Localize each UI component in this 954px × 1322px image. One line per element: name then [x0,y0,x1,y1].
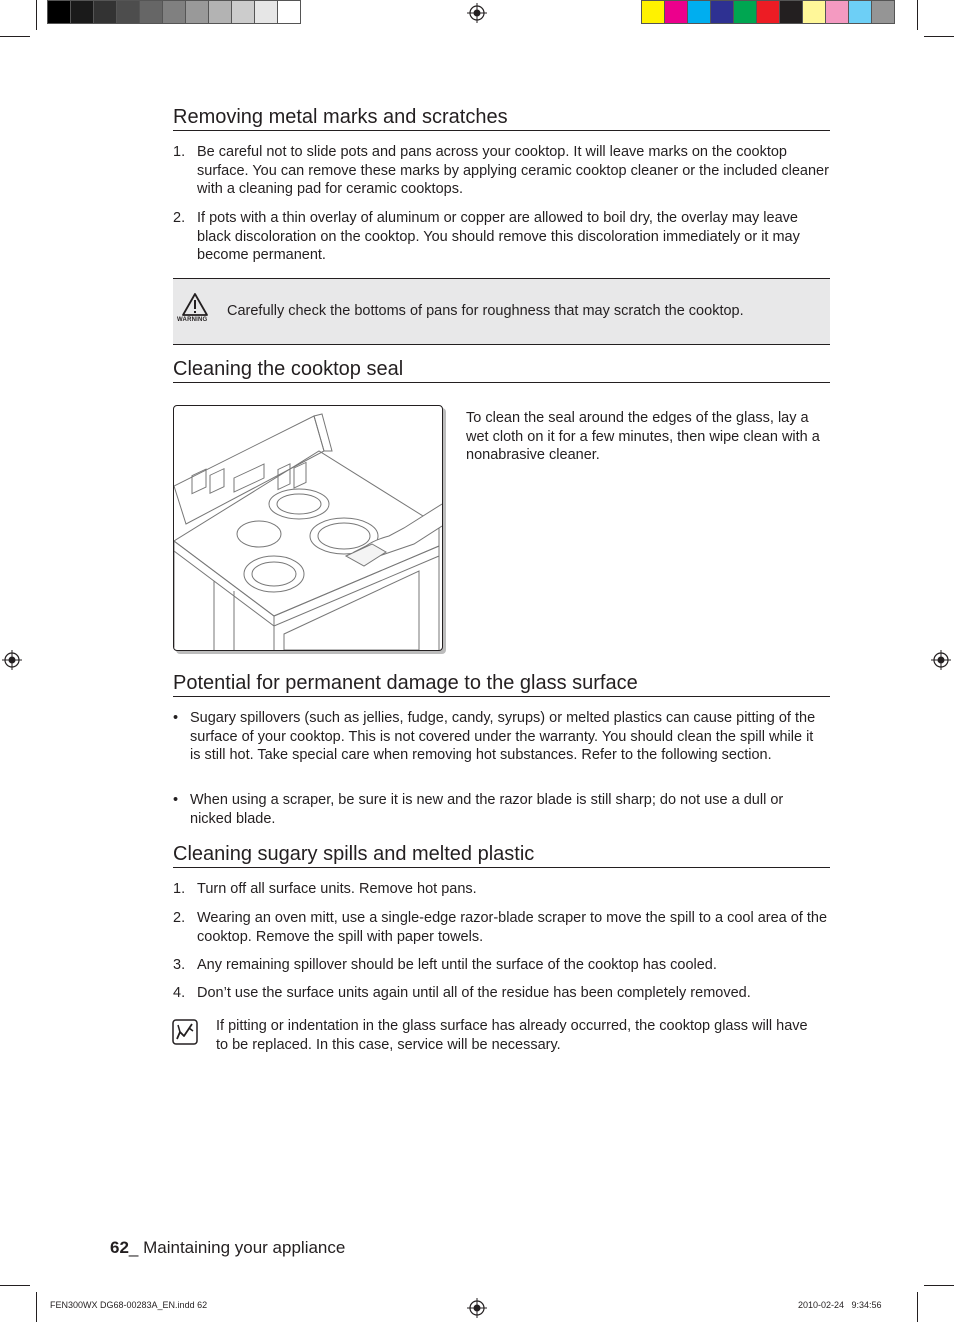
color-swatch [733,0,757,24]
list-item: 1. Turn off all surface units. Remove hot pans. [173,881,477,897]
color-swatch [47,0,71,24]
warning-text: Carefully check the bottoms of pans for roughness that may scratch the cooktop. [227,303,744,319]
cooktop-seal-illustration [173,405,443,651]
color-swatch [779,0,803,24]
list-item: 2. If pots with a thin overlay of aluminum or copper are allowed to boil dry, the overlay may leave black discoloration on the cooktop. You should remove this discoloration immediately or it may become permanent. [173,210,800,264]
color-swatch [664,0,688,24]
page-footer [110,1238,345,1258]
crop-mark [917,1292,918,1322]
color-swatch [277,0,301,24]
warning-label: WARNING [177,317,208,323]
page-number: 62 [110,1238,129,1257]
list-item: 1. Be careful not to slide pots and pans across your cooktop. It will leave marks on the cooktop surface. You can remove these marks by applying ceramic cooktop cleaner or the included cleaner with a cleaning pad for ceramic cooktops. [173,144,829,198]
registration-mark-icon [2,650,22,670]
color-swatch [802,0,826,24]
slug-filename: FEN300WX DG68-00283A_EN.indd 62 [50,1300,208,1310]
list-item: 3. Any remaining spillover should be left until the surface of the cooktop has cooled. [173,957,717,973]
warning-box [173,278,830,345]
color-swatch [687,0,711,24]
list-item: 4. Don’t use the surface units again until all of the residue has been completely removed. [173,985,751,1001]
section-title-permanent-damage: Potential for permanent damage to the glass surface [173,671,830,697]
crop-mark [36,0,37,30]
note-text: If pitting or indentation in the glass surface has already occurred, the cooktop glass will have to be replaced. In this case, service will be necessary. [216,1018,808,1053]
crop-mark [917,0,918,30]
section-title-cooktop-seal: Cleaning the cooktop seal [173,357,830,383]
color-swatch [825,0,849,24]
crop-mark [924,1285,954,1286]
bullet-item: • When using a scraper, be sure it is new and the razor blade is still sharp; do not use a dull or nicked blade. [173,792,784,827]
color-swatch [871,0,895,24]
section-title-sugary-spills: Cleaning sugary spills and melted plastic [173,842,830,868]
color-swatch [641,0,665,24]
chapter-label: _ Maintaining your appliance [128,1238,346,1257]
list-item: 2. Wearing an oven mitt, use a single-edge razor-blade scraper to move the spill to a cool area of the cooktop. Remove the spill with paper towels. [173,910,828,945]
crop-mark [36,1292,37,1322]
registration-mark-icon [467,1298,487,1318]
color-swatch-bar [641,0,894,24]
slug-timestamp: 2010-02-24 9:34:56 [798,1300,882,1310]
crop-mark [0,36,30,37]
color-swatch [185,0,209,24]
color-swatch [756,0,780,24]
color-swatch [93,0,117,24]
color-swatch [162,0,186,24]
bullet-item: • Sugary spillovers (such as jellies, fudge, candy, syrups) or melted plastics can cause pitting of the surface of your cooktop. This is not covered under the warranty. You should clean the spill while it is still hot. Take special care when removing hot substances. Refer to the following section. [173,710,816,764]
registration-mark-icon [931,650,951,670]
crop-mark [924,36,954,37]
section-title-metal-marks: Removing metal marks and scratches [173,105,830,131]
color-swatch [70,0,94,24]
grayscale-swatch-bar [47,0,300,24]
cooktop-wiping-illustration [174,406,442,650]
color-swatch [710,0,734,24]
color-swatch [254,0,278,24]
color-swatch [208,0,232,24]
note-icon [172,1019,198,1045]
color-swatch [139,0,163,24]
color-swatch [231,0,255,24]
color-swatch [116,0,140,24]
warning-triangle-icon [181,292,209,317]
seal-instructions: To clean the seal around the edges of the glass, lay a wet cloth on it for a few minutes, then wipe clean with a nonabrasive cleaner. [466,410,820,464]
color-swatch [848,0,872,24]
crop-mark [0,1285,30,1286]
registration-mark-icon [467,3,487,23]
